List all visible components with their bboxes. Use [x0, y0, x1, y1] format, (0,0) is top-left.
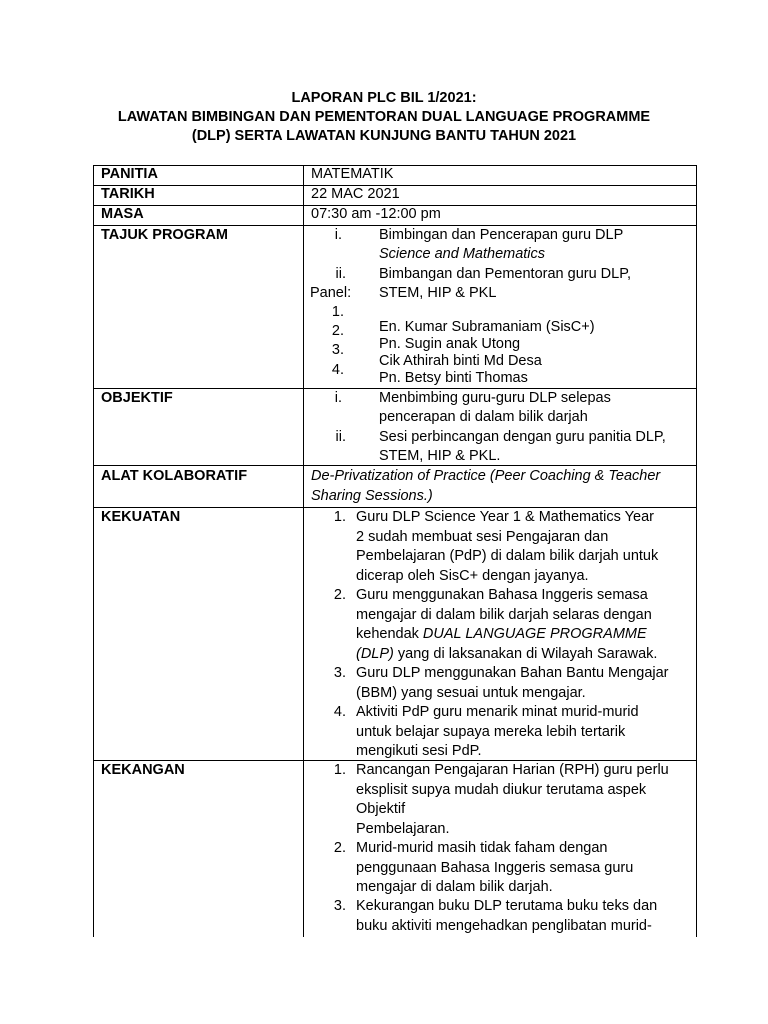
list-item-text: Objektif: [356, 801, 406, 817]
list-item-text: untuk belajar supaya mereka lebih tertarik: [356, 723, 626, 740]
list-item-text: Guru DLP Science Year 1 & Mathematics Year: [356, 509, 654, 525]
list-item-text: buku aktiviti mengehadkan penglibatan murid-: [356, 917, 652, 934]
list-item-text: Pembelajaran.: [356, 820, 450, 837]
panel-number: 2.: [331, 323, 344, 339]
panel-member-name: En. Kumar Subramaniam (SisC+): [379, 319, 595, 335]
list-item-text: mengikuti sesi PdP.: [356, 743, 482, 759]
list-item-text: Murid-murid masih tidak faham dengan: [356, 840, 608, 856]
list-item-text: [356, 625, 647, 645]
report-title: LAPORAN PLC BIL 1/2021:: [291, 90, 477, 106]
row-value: 07:30 am -12:00 pm: [311, 206, 441, 222]
list-item-text: pencerapan di dalam bilik darjah: [379, 409, 588, 425]
list-item-text: penggunaan Bahasa Inggeris semasa guru: [356, 859, 634, 876]
list-marker: ii.: [335, 266, 346, 282]
list-marker: 3.: [333, 898, 346, 914]
row-label: KEKUATAN: [101, 509, 181, 525]
list-item-text: 2 sudah membuat sesi Pengajaran dan: [356, 528, 609, 545]
panel-number: 1.: [331, 304, 344, 320]
row-label: TARIKH: [101, 186, 155, 202]
column-divider: [303, 165, 304, 937]
list-item-text: Guru DLP menggunakan Bahan Bantu Mengajar: [356, 665, 669, 681]
row-label: MASA: [101, 206, 144, 222]
row-label: ALAT KOLABORATIF: [101, 468, 248, 484]
row-label: OBJEKTIF: [101, 390, 173, 406]
list-marker: 2.: [333, 840, 346, 856]
list-item-text: Menbimbing guru-guru DLP selepas: [379, 390, 611, 406]
row-value: 22 MAC 2021: [311, 186, 400, 202]
list-item-text: dicerap oleh SisC+ dengan jayanya.: [356, 567, 589, 584]
list-marker: 1.: [333, 762, 346, 778]
row-label: PANITIA: [101, 166, 158, 182]
list-marker: 1.: [333, 509, 346, 525]
list-item-text: (BBM) yang sesuai untuk mengajar.: [356, 684, 586, 701]
list-marker: 4.: [333, 704, 346, 720]
list-marker: 3.: [333, 665, 346, 681]
programme-abbrev-emphasis: (DLP): [356, 645, 394, 662]
list-item-text: [356, 645, 657, 665]
panel-number: 3.: [331, 342, 344, 358]
list-marker: 2.: [333, 587, 346, 603]
list-marker: i.: [334, 390, 342, 406]
panel-member-name: Pn. Betsy binti Thomas: [379, 370, 528, 386]
table-border-left: [93, 165, 94, 937]
list-item-text: eksplisit supya mudah diukur terutama aspek: [356, 781, 647, 798]
list-item-text: Science and Mathematics: [379, 246, 546, 262]
collaborative-tool-text: De-Privatization of Practice (Peer Coaching & Teacher: [311, 468, 661, 484]
panel-member-name: Pn. Sugin anak Utong: [379, 336, 521, 352]
report-subtitle-line-1: LAWATAN BIMBINGAN DAN PEMENTORAN DUAL LANGUAGE PROGRAMME: [117, 109, 651, 125]
list-item-text: Guru menggunakan Bahasa Inggeris semasa: [356, 587, 648, 603]
list-item-text: STEM, HIP & PKL.: [379, 448, 501, 464]
list-item-text: yang di laksanakan di Wilayah Sarawak.: [393, 645, 658, 662]
row-label: TAJUK PROGRAM: [101, 227, 229, 243]
table-border-top: [93, 165, 697, 166]
list-item-text: Sesi perbincangan dengan guru panitia DLP,: [379, 429, 666, 445]
list-item-text: Bimbangan dan Pementoran guru DLP,: [379, 266, 632, 282]
programme-name-emphasis: DUAL LANGUAGE PROGRAMME: [422, 626, 647, 642]
list-item-text: mengajar di dalam bilik darjah.: [356, 879, 553, 895]
list-item-text: kehendak: [356, 626, 423, 642]
list-item-text: Bimbingan dan Pencerapan guru DLP: [379, 227, 624, 243]
panel-number: 4.: [331, 362, 344, 378]
panel-label: Panel:: [310, 285, 352, 301]
list-item-text: Pembelajaran (PdP) di dalam bilik darjah untuk: [356, 548, 659, 564]
table-border-right: [696, 165, 697, 937]
list-item-text: mengajar di dalam bilik darjah selaras dengan: [356, 606, 652, 623]
row-label: KEKANGAN: [101, 762, 185, 778]
list-item-text: Aktiviti PdP guru menarik minat murid-murid: [356, 704, 639, 720]
list-marker: ii.: [335, 429, 346, 445]
row-value: MATEMATIK: [311, 166, 394, 182]
report-subtitle-line-2: (DLP) SERTA LAWATAN KUNJUNG BANTU TAHUN 2021: [191, 128, 577, 144]
list-item-text: STEM, HIP & PKL: [379, 285, 497, 301]
list-marker: i.: [334, 227, 342, 243]
list-item-text: Rancangan Pengajaran Harian (RPH) guru perlu: [356, 762, 669, 778]
panel-member-name: Cik Athirah binti Md Desa: [379, 353, 542, 369]
collaborative-tool-text: Sharing Sessions.): [311, 488, 433, 504]
list-item-text: Kekurangan buku DLP terutama buku teks dan: [356, 898, 658, 914]
